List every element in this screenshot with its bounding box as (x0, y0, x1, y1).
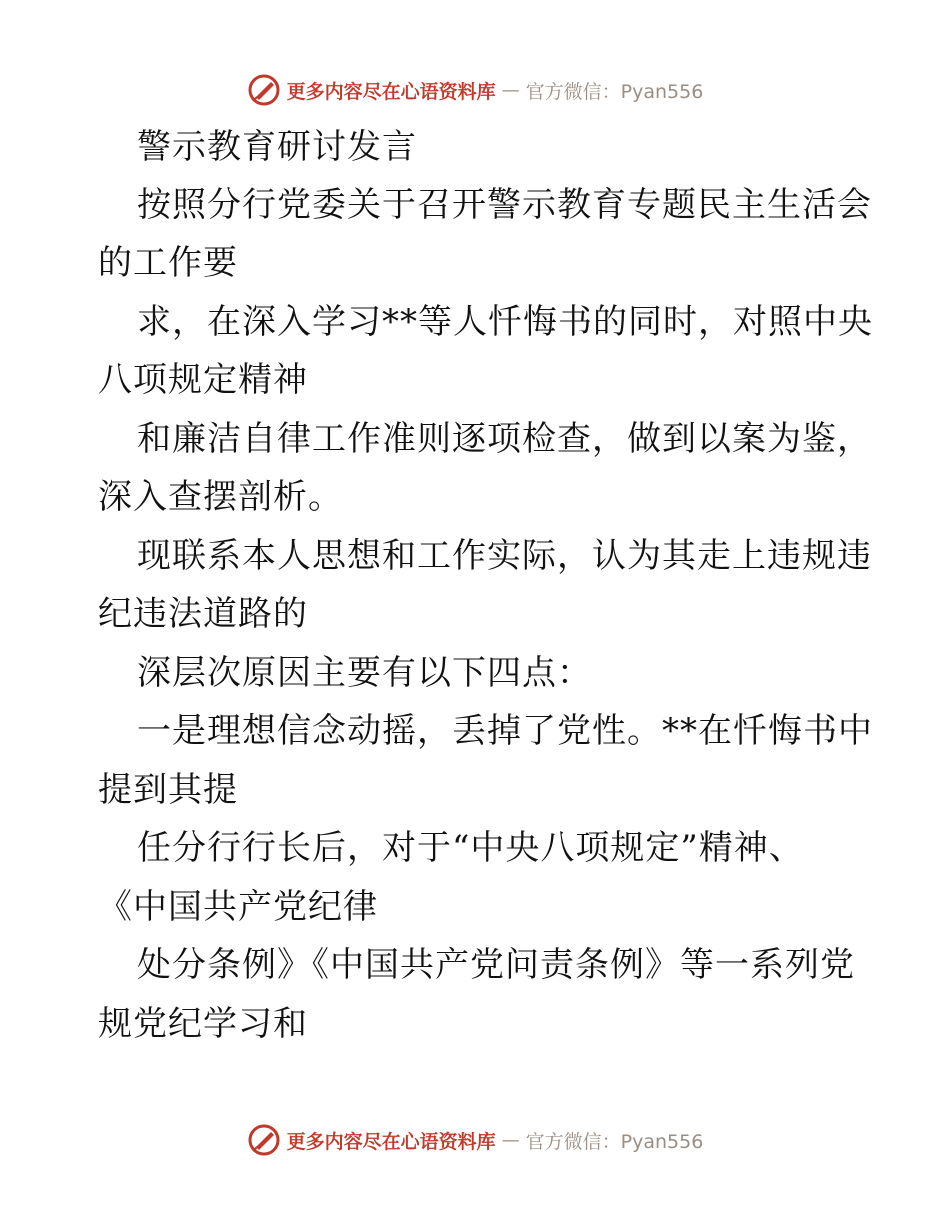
paragraph-line: 八项规定精神 (98, 360, 308, 400)
pen-swirl-logo-icon (247, 73, 281, 107)
paragraph-line: 深层次原因主要有以下四点： (137, 653, 592, 693)
paragraph-line: 一是理想信念动摇，丢掉了党性。**在忏悔书中 (137, 711, 873, 751)
footer-contact-text: 官方微信：Pyan556 (525, 1130, 704, 1153)
paragraph-line: 按照分行党委关于召开警示教育专题民主生活会 (137, 185, 872, 225)
header-watermark (0, 72, 950, 108)
paragraph-line: 《中国共产党纪律 (98, 887, 378, 927)
paragraph-line: 深入查摆剖析。 (98, 477, 343, 517)
paragraph-line: 规党纪学习和 (98, 1004, 308, 1044)
paragraph-line: 现联系本人思想和工作实际，认为其走上违规违 (137, 536, 872, 576)
paragraph-line: 任分行行长后，对于“中央八项规定”精神、 (137, 828, 804, 868)
footer-brand-text: 更多内容尽在心语资料库 (286, 1130, 496, 1153)
paragraph-line: 提到其提 (98, 770, 238, 810)
footer-separator: — (501, 1129, 520, 1151)
paragraph-line: 和廉洁自律工作准则逐项检查，做到以案为鉴， (137, 419, 872, 459)
pen-swirl-logo-icon (247, 1123, 281, 1157)
document-title: 警示教育研讨发言 (137, 127, 417, 167)
paragraph-line: 处分条例》《中国共产党问责条例》等一系列党 (137, 945, 855, 985)
header-brand-text: 更多内容尽在心语资料库 (286, 80, 496, 103)
paragraph-line: 纪违法道路的 (98, 594, 308, 634)
paragraph-line: 的工作要 (98, 243, 238, 283)
header-separator: — (501, 79, 520, 101)
paragraph-line: 求，在深入学习**等人忏悔书的同时，对照中央 (137, 302, 873, 342)
footer-watermark (0, 1122, 950, 1158)
header-contact-text: 官方微信：Pyan556 (525, 80, 704, 103)
